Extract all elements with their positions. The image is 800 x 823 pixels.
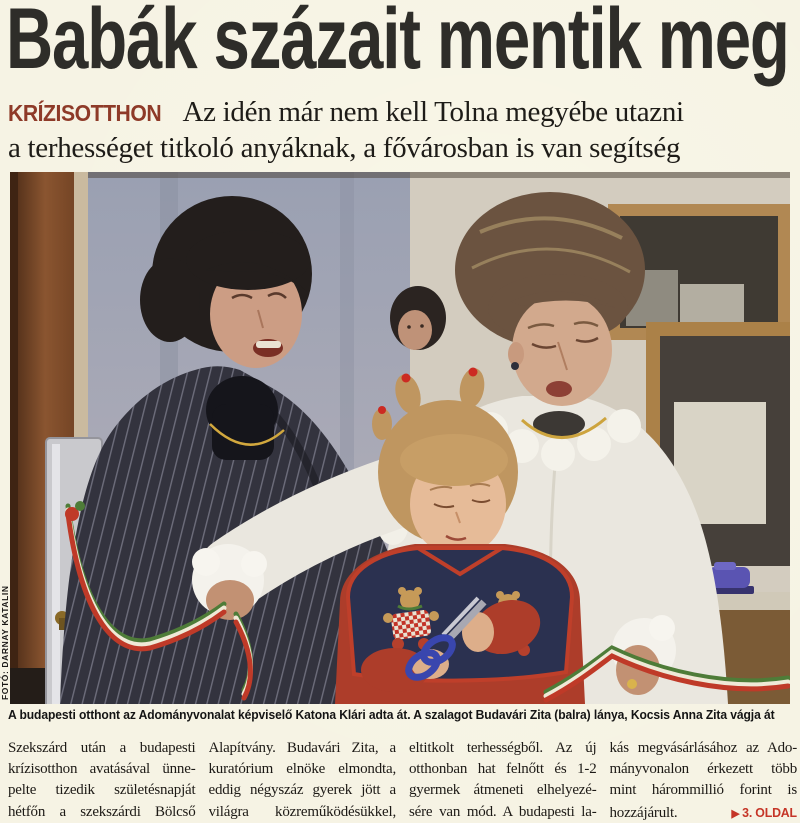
body-line: Szekszárd után a budapesti [8,740,196,756]
photo-credit: FOTÓ: DARNAY KATALIN [0,585,10,700]
body-line: eltitkolt terhességből. Az új [409,740,597,756]
body-column [409,738,597,823]
article-body [8,738,797,823]
body-line: Alapítvány. Budavári Zita, a [208,740,396,756]
body-line: kás megvásárlásához az Ado- [609,740,797,756]
body-line: mányvonalon érkezett több [609,761,797,778]
page-link-label: 3. OLDAL [742,804,797,820]
photo-background-person [390,286,446,350]
photo-caption: A budapesti otthont az Adományvonalat képviselő Katona Klári adta át. A szalagot Budavári Zita (balra) lánya, Kocsis Anna Zita vágja át [8,707,775,722]
body-line: pelte tizedik születésnapját [8,782,196,799]
body-line: kuratórium elnöke elmondta, [208,761,396,778]
article-photo [10,172,790,704]
body-line: hétfőn a szekszárdi Bölcső [8,803,196,820]
body-line: sére van mód. A budapesti la- [409,803,597,820]
body-line: otthonban hat felnőtt és 1-2 [409,761,597,778]
body-line: eddig négyszáz gyerek jött a [208,782,396,799]
article-headline: Babák százait mentik meg [6,0,789,87]
body-line-text: hozzájárult. [609,804,678,821]
article-subhead [8,95,800,166]
subhead-line-1 [8,95,800,131]
page-arrow-icon: ▶ [731,807,740,820]
body-column [8,738,196,823]
kicker-label: KRÍZISOTTHON [8,100,162,126]
subhead-text-2: a terhességet titkoló anyáknak, a fővárosban is van segítség [8,132,681,164]
page-link [732,802,797,823]
body-line: világra közreműködésükkel, [208,803,396,820]
body-line: gyermek átmeneti elhelyezé- [409,782,597,799]
subhead-text-1: Az idén már nem kell Tolna megyébe utazni [182,96,684,128]
body-line: krízisotthon avatásával ünne- [8,761,196,778]
body-last-line [610,802,798,823]
body-column [610,738,798,823]
body-line: mint hárommillió forint is [609,782,797,799]
body-column [209,738,397,823]
